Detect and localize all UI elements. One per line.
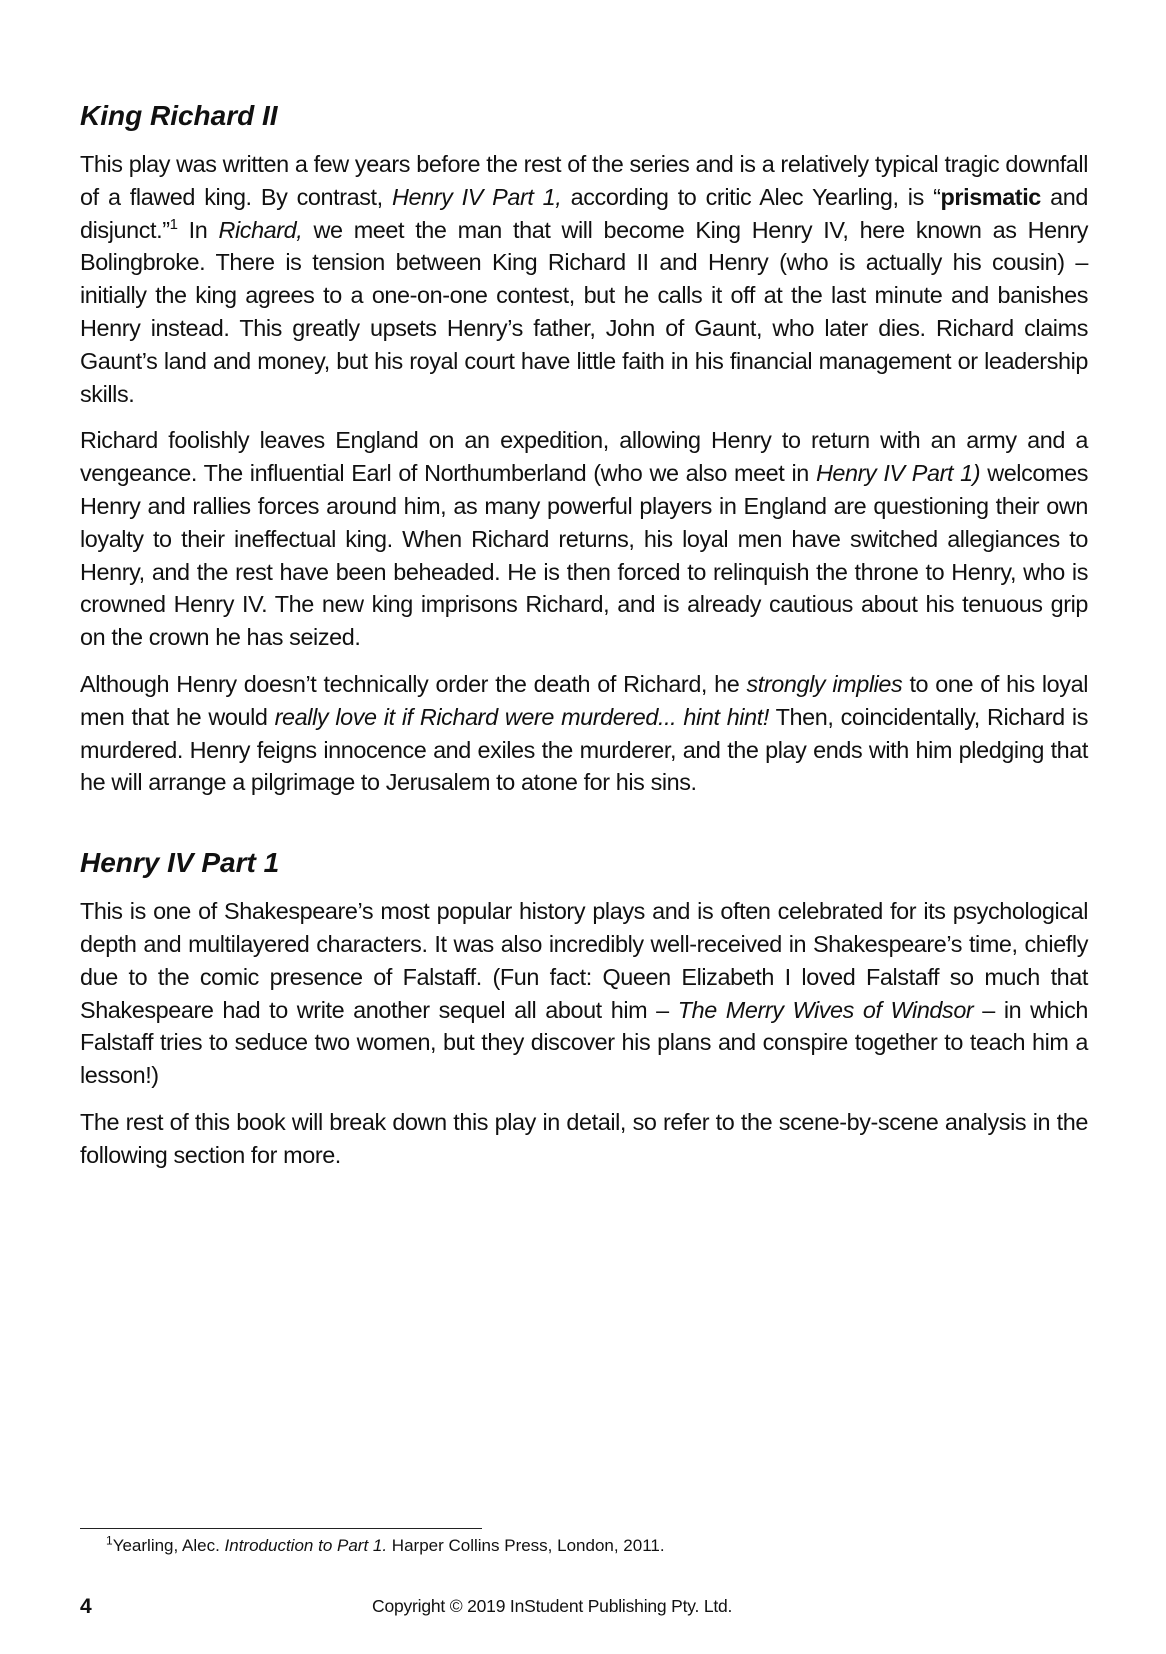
copyright-notice: Copyright © 2019 InStudent Publishing Pty. Ltd. bbox=[372, 1596, 733, 1616]
paragraph-richard-expedition: Richard foolishly leaves England on an expedition, allowing Henry to return with an army and a vengeance. The influential Earl of Northumberland (who we also meet in Henry IV Part 1) welcomes Henry and rallies forces around him, as many powerful players in England are questioning their own loyalty to their ineffectual king. When Richard returns, his loyal men have switched allegiances to Henry, and the rest have been beheaded. He is then forced to relinquish the throne to Henry, who is crowned Henry IV. The new king imprisons Richard, and is already cautious about his tenuous grip on the crown he has seized. bbox=[80, 427, 1088, 651]
page-number: 4 bbox=[80, 1595, 92, 1618]
footnote-divider bbox=[80, 1528, 482, 1529]
italic-title: Henry IV Part 1, bbox=[391, 183, 562, 210]
paragraph-richard-intro: This play was written a few years before the rest of the series and is a relatively typical tragic downfall of a flawed king. By contrast, Henry IV Part 1, according to critic Alec Yearling, is “prismatic and disjunct.”$^1$ In Richard, we meet the man that will become King Henry IV, here known as Henry Bolingbroke. There is tension between King Richard II and Henry (who is actually his cousin) – initially the king agrees to a one-on-one contest, but he calls it off at the last minute and banishes Henry instead. This greatly upsets Henry’s father, John of Gaunt, who later dies. Richard claims Gaunt’s land and money, but his royal court have little faith in his financial management or leadership skills. bbox=[80, 151, 1089, 407]
page-content bbox=[80, 96, 1088, 1186]
paragraph-richard-death: Although Henry doesn’t technically order the death of Richard, he strongly implies to one of his loyal men that he would really love it if Richard were murdered... hint hint! Then, coincidentally, Richard is murdered. Henry feigns innocence and exiles the murderer, and the play ends with him pledging that he will arrange a pilgrimage to Jerusalem to atone for his sins. bbox=[80, 670, 1088, 796]
italic-title: Richard, bbox=[218, 216, 303, 243]
italic-emphasis: really love it if Richard were murdered... hint hint! bbox=[274, 703, 769, 730]
paragraph-henry-popularity: This is one of Shakespeare’s most popular history plays and is often celebrated for its psychological depth and multilayered characters. It was also incredibly well-received in Shakespeare’s time, chiefly due to the comic presence of Falstaff. (Fun fact: Queen Elizabeth I loved Falstaff so much that Shakespeare had to write another sequel all about him – The Merry Wives of Windsor – in which Falstaff tries to seduce two women, but they discover his plans and conspire together to teach him a lesson!) bbox=[80, 898, 1088, 1089]
footnote-title: Introduction to Part 1. bbox=[224, 1536, 388, 1555]
footnote-reference: 1 bbox=[169, 215, 178, 233]
footnote: $^1$Yearling, Alec. Introduction to Part 1. Harper Collins Press, London, 2011. bbox=[106, 1533, 665, 1555]
footnote-marker: 1 bbox=[106, 1533, 113, 1548]
italic-title: The Merry Wives of Windsor bbox=[677, 996, 974, 1023]
section-heading-henry-iv-part-1: Henry IV Part 1 bbox=[80, 847, 280, 879]
italic-emphasis: strongly implies bbox=[746, 670, 903, 697]
paragraph-book-outline: The rest of this book will break down this play in detail, so refer to the scene-by-scene analysis in the following section for more. bbox=[80, 1108, 1088, 1168]
section-heading-king-richard-ii: King Richard II bbox=[80, 100, 278, 131]
italic-title: Henry IV Part 1) bbox=[815, 460, 981, 487]
bold-term: prismatic bbox=[940, 183, 1041, 210]
